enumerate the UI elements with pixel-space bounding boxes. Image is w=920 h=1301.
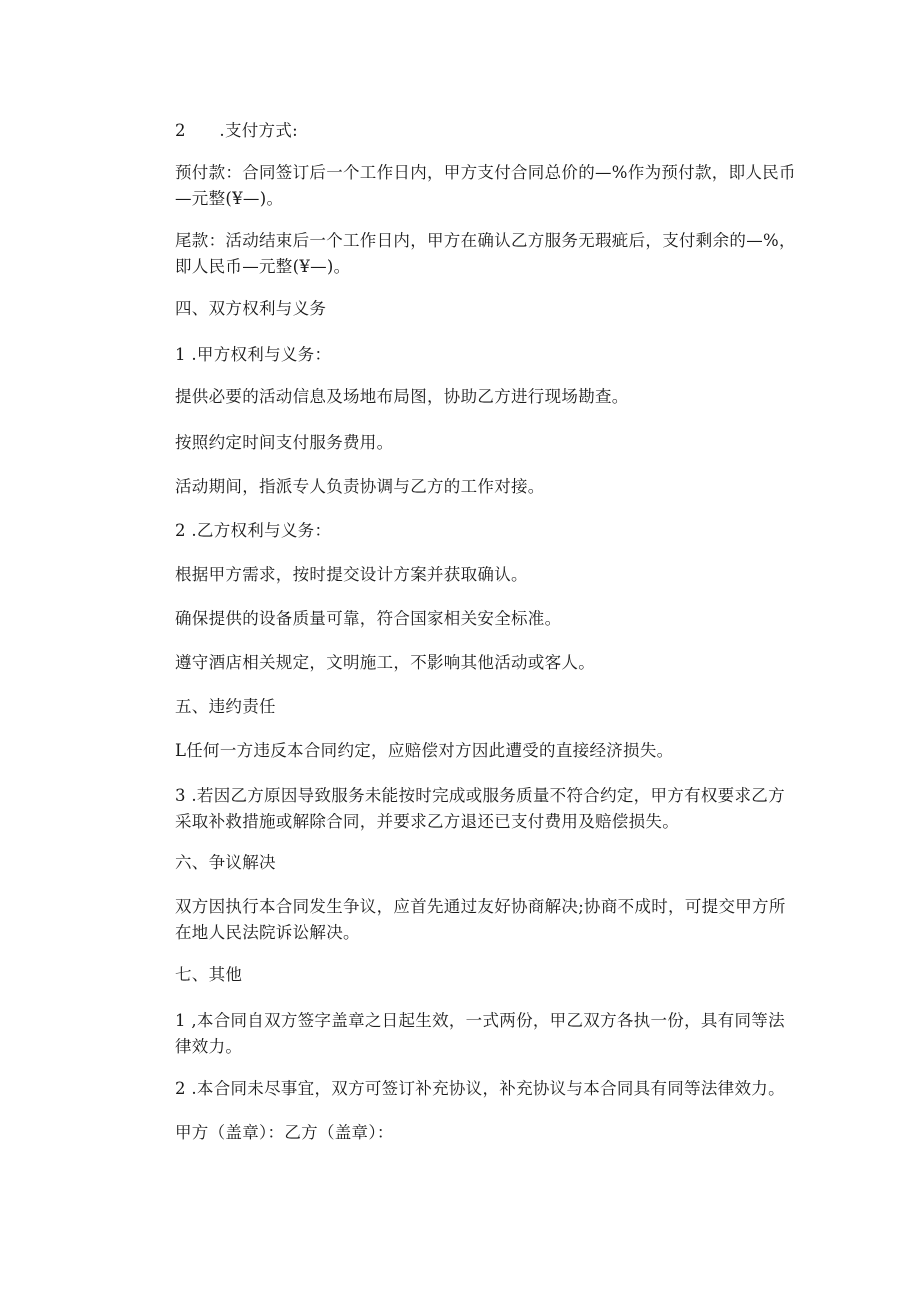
signature-line: 甲方（盖章）：乙方（盖章）：: [175, 1123, 394, 1142]
party-a-duty-1: 提供必要的活动信息及场地布局图，协助乙方进行现场勘查。: [175, 387, 629, 406]
liability-clause-2: 3 .若因乙方原因导致服务未能按时完成或服务质量不符合约定，甲方有权要求乙方采取补救措施或解除合同，并要求乙方退还已支付费用及赔偿损失。: [175, 786, 785, 831]
section-seven-heading: 七、其他: [175, 965, 243, 984]
liability-clause-1: L任何一方违反本合同约定，应赔偿对方因此遭受的直接经济损失。: [175, 741, 674, 760]
final-payment-clause: 尾款：活动结束后一个工作日内，甲方在确认乙方服务无瑕疵后，支付剩余的—%，即人民币—元整(¥—)。: [175, 231, 796, 276]
section-five-heading: 五、违约责任: [175, 697, 276, 716]
other-clause-1: 1 ,本合同自双方签字盖章之日起生效，一式两份，甲乙双方各执一份，具有同等法律效力。: [175, 1011, 785, 1056]
party-a-duty-3: 活动期间，指派专人负责协调与乙方的工作对接。: [175, 477, 545, 496]
section-six-heading: 六、争议解决: [175, 853, 276, 872]
party-b-duty-3: 遵守酒店相关规定，文明施工，不影响其他活动或客人。: [175, 653, 595, 672]
party-b-rights-heading: 2 .乙方权利与义务：: [175, 521, 332, 540]
prepayment-clause: 预付款：合同签订后一个工作日内，甲方支付合同总价的—%作为预付款，即人民币—元整(¥—)。: [175, 163, 796, 208]
party-a-duty-2: 按照约定时间支付服务费用。: [175, 433, 394, 452]
party-a-rights-heading: 1 .甲方权利与义务：: [175, 345, 332, 364]
party-b-duty-2: 确保提供的设备质量可靠，符合国家相关安全标准。: [175, 609, 562, 628]
section-four-heading: 四、双方权利与义务: [175, 299, 327, 318]
payment-method-heading: 2 .支付方式:: [175, 121, 299, 140]
party-b-duty-1: 根据甲方需求，按时提交设计方案并获取确认。: [175, 565, 528, 584]
other-clause-2: 2 .本合同未尽事宜，双方可签订补充协议，补充协议与本合同具有同等法律效力。: [175, 1079, 785, 1098]
dispute-clause: 双方因执行本合同发生争议，应首先通过友好协商解决;协商不成时，可提交甲方所在地人民法院诉讼解决。: [175, 897, 786, 942]
